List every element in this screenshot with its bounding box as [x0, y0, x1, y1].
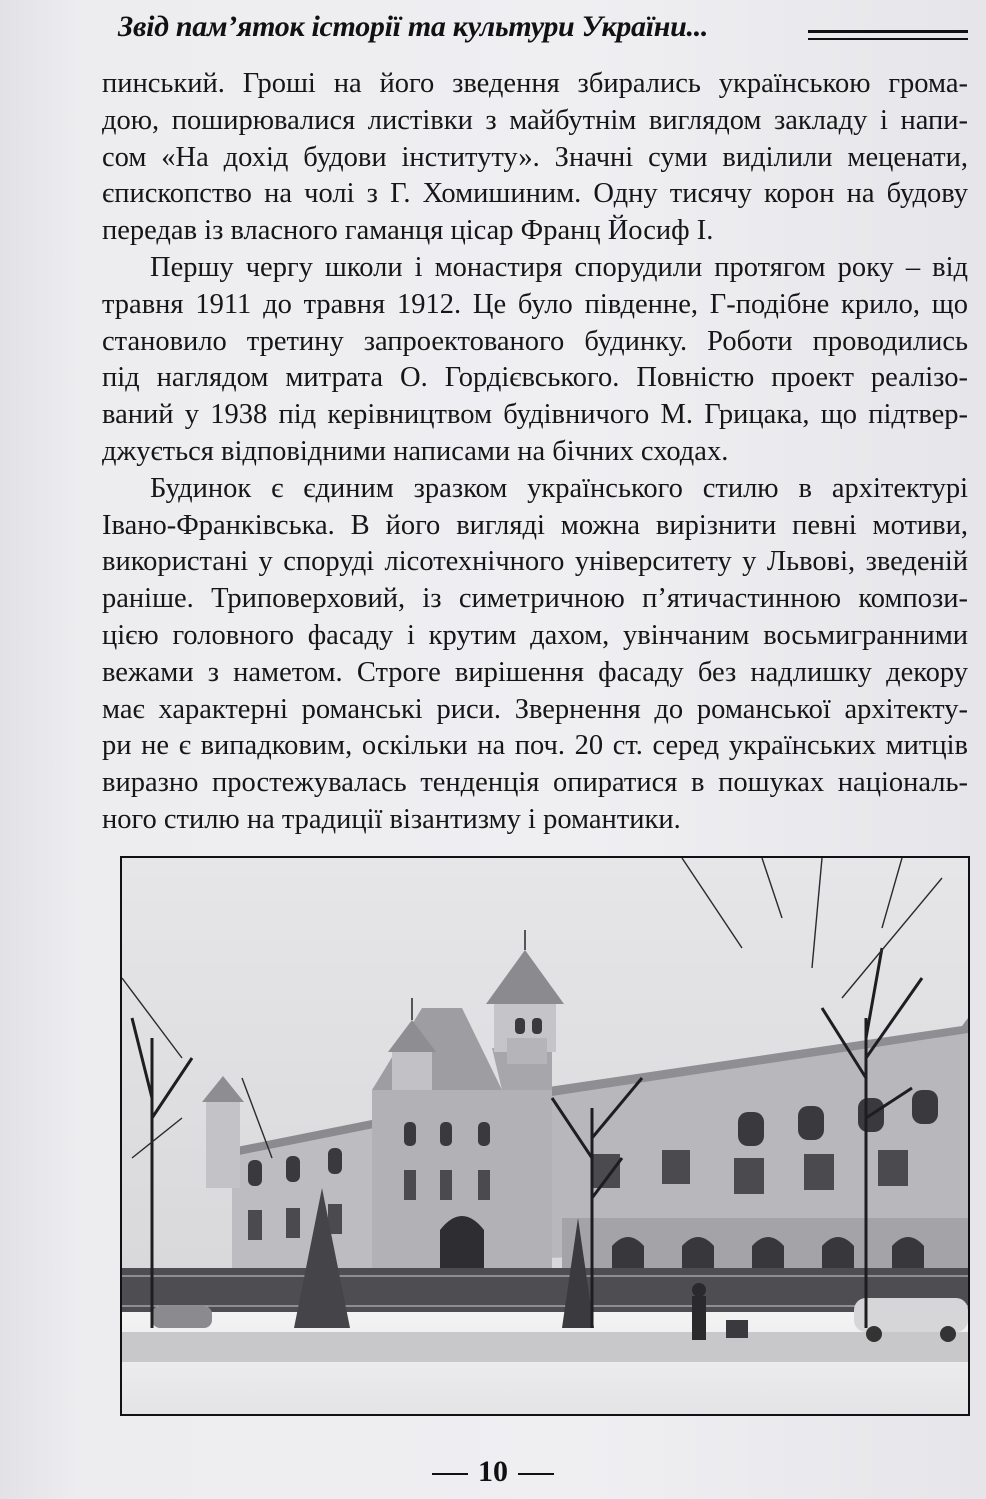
text-line: пинський. Гроші на його зведення збирались українською грома- — [102, 68, 968, 99]
text-line: Будинок є єдиним зразком українського стилю в архітектурі — [150, 472, 968, 504]
running-header — [118, 6, 978, 46]
header-title: Звід пам’яток історії та культури України... — [118, 10, 709, 43]
paragraph-2 — [102, 250, 968, 471]
text-line: раніше. Триповерховий, із симетричною п’ятичастинною компози- — [102, 583, 968, 615]
text-line: має характерні романські риси. Звернення до романської архітекту- — [102, 693, 968, 725]
text-line: передав із власного гаманця цісар Франц Йосиф І. — [102, 215, 714, 247]
text-line: ри не є випадковим, оскільки на поч. 20 ст. серед українських митців — [102, 730, 968, 762]
page-number-value: 10 — [478, 1455, 508, 1488]
text-line: джується відповідними написами на бічних сходах. — [102, 435, 729, 467]
text-line: цією головного фасаду і крутим дахом, увінчаним восьмигранними — [102, 619, 968, 651]
text-line: під наглядом митрата О. Гордієвського. Повністю проект реалізо- — [102, 362, 968, 394]
text-line: ного стилю на традиції візантизму і романтики. — [102, 803, 681, 835]
text-line: Першу чергу школи і монастиря спорудили протягом року – від — [150, 251, 968, 283]
text-line: дою, поширювалися листівки з майбутнім виглядом закладу і напи- — [102, 104, 968, 136]
text-line: Івано-Франківська. В його вигляді можна вирізнити певні мотиви, — [102, 509, 968, 541]
header-rule-thin — [808, 38, 968, 40]
page-number — [0, 1455, 986, 1489]
text-line: сом «На дохід будови інституту». Значні суми виділили меценати, — [102, 141, 968, 173]
page-number-dash-left — [432, 1473, 468, 1475]
paragraph-3 — [102, 471, 968, 839]
text-line: травня 1911 до травня 1912. Це було південне, Г-подібне крило, що — [102, 288, 968, 320]
text-line: ваний у 1938 під керівництвом будівничого М. Грицака, що підтвер- — [102, 399, 968, 431]
text-line: становило третину запроектованого будинку. Роботи проводились — [102, 325, 968, 357]
header-rule — [808, 30, 968, 33]
paragraph-1 — [102, 66, 968, 250]
body-text — [102, 66, 968, 839]
text-line: використані у споруді лісотехнічного університету у Львові, зведеній — [102, 546, 968, 578]
text-line: єпископство на чолі з Г. Хомишиним. Одну тисячу корон на будову — [102, 178, 968, 210]
text-line: виразно простежувалась тенденція опиратися в пошуках національ- — [102, 767, 968, 799]
building-photo — [120, 856, 970, 1416]
text-line: вежами з наметом. Строге вирішення фасаду без надлишку декору — [102, 656, 968, 688]
page-number-dash-right — [518, 1473, 554, 1475]
building-photo-illustration — [122, 858, 968, 1414]
